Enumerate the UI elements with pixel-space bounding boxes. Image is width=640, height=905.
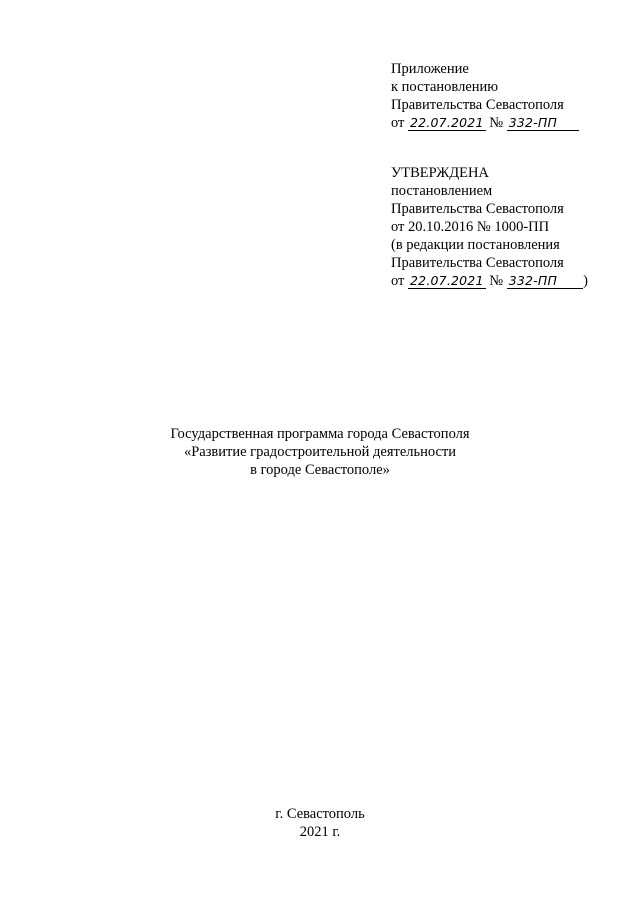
footer-city: г. Севастополь [275,806,365,822]
program-title-line-1: Государственная программа города Севастополя [170,426,470,442]
appendix-date-prefix: от [391,115,405,131]
approved-date-prefix: от [391,273,405,289]
program-title-line-3: в городе Севастополе» [250,462,390,478]
appendix-date-line [391,114,579,132]
footer-year: 2021 г. [299,824,341,840]
approved-number-sign: № [489,273,504,289]
document-footer [0,805,640,841]
approved-line-6: Правительства Севастополя [391,255,564,271]
approved-closing-paren: ) [583,273,588,289]
appendix-date-handwritten: 22.07.2021 [410,115,484,130]
appendix-line-1: Приложение [391,61,469,77]
approved-number-handwritten: 332-ПП [507,273,583,289]
appendix-line-3: Правительства Севастополя [391,97,564,113]
appendix-number-handwritten: 332-ПП [507,115,579,131]
approved-line-3: Правительства Севастополя [391,201,564,217]
approved-line-2: постановлением [391,183,493,199]
approved-line-1: УТВЕРЖДЕНА [391,165,489,181]
appendix-block [391,60,579,132]
approved-line-5: (в редакции постановления [391,237,560,253]
appendix-number-sign: № [489,115,504,131]
approved-date-line [391,272,588,290]
approved-date-handwritten: 22.07.2021 [410,273,484,288]
appendix-line-2: к постановлению [391,79,499,95]
program-title [0,425,640,479]
approved-block [391,164,588,290]
approved-line-4: от 20.10.2016 № 1000-ПП [391,219,550,235]
program-title-line-2: «Развитие градостроительной деятельности [183,444,457,460]
